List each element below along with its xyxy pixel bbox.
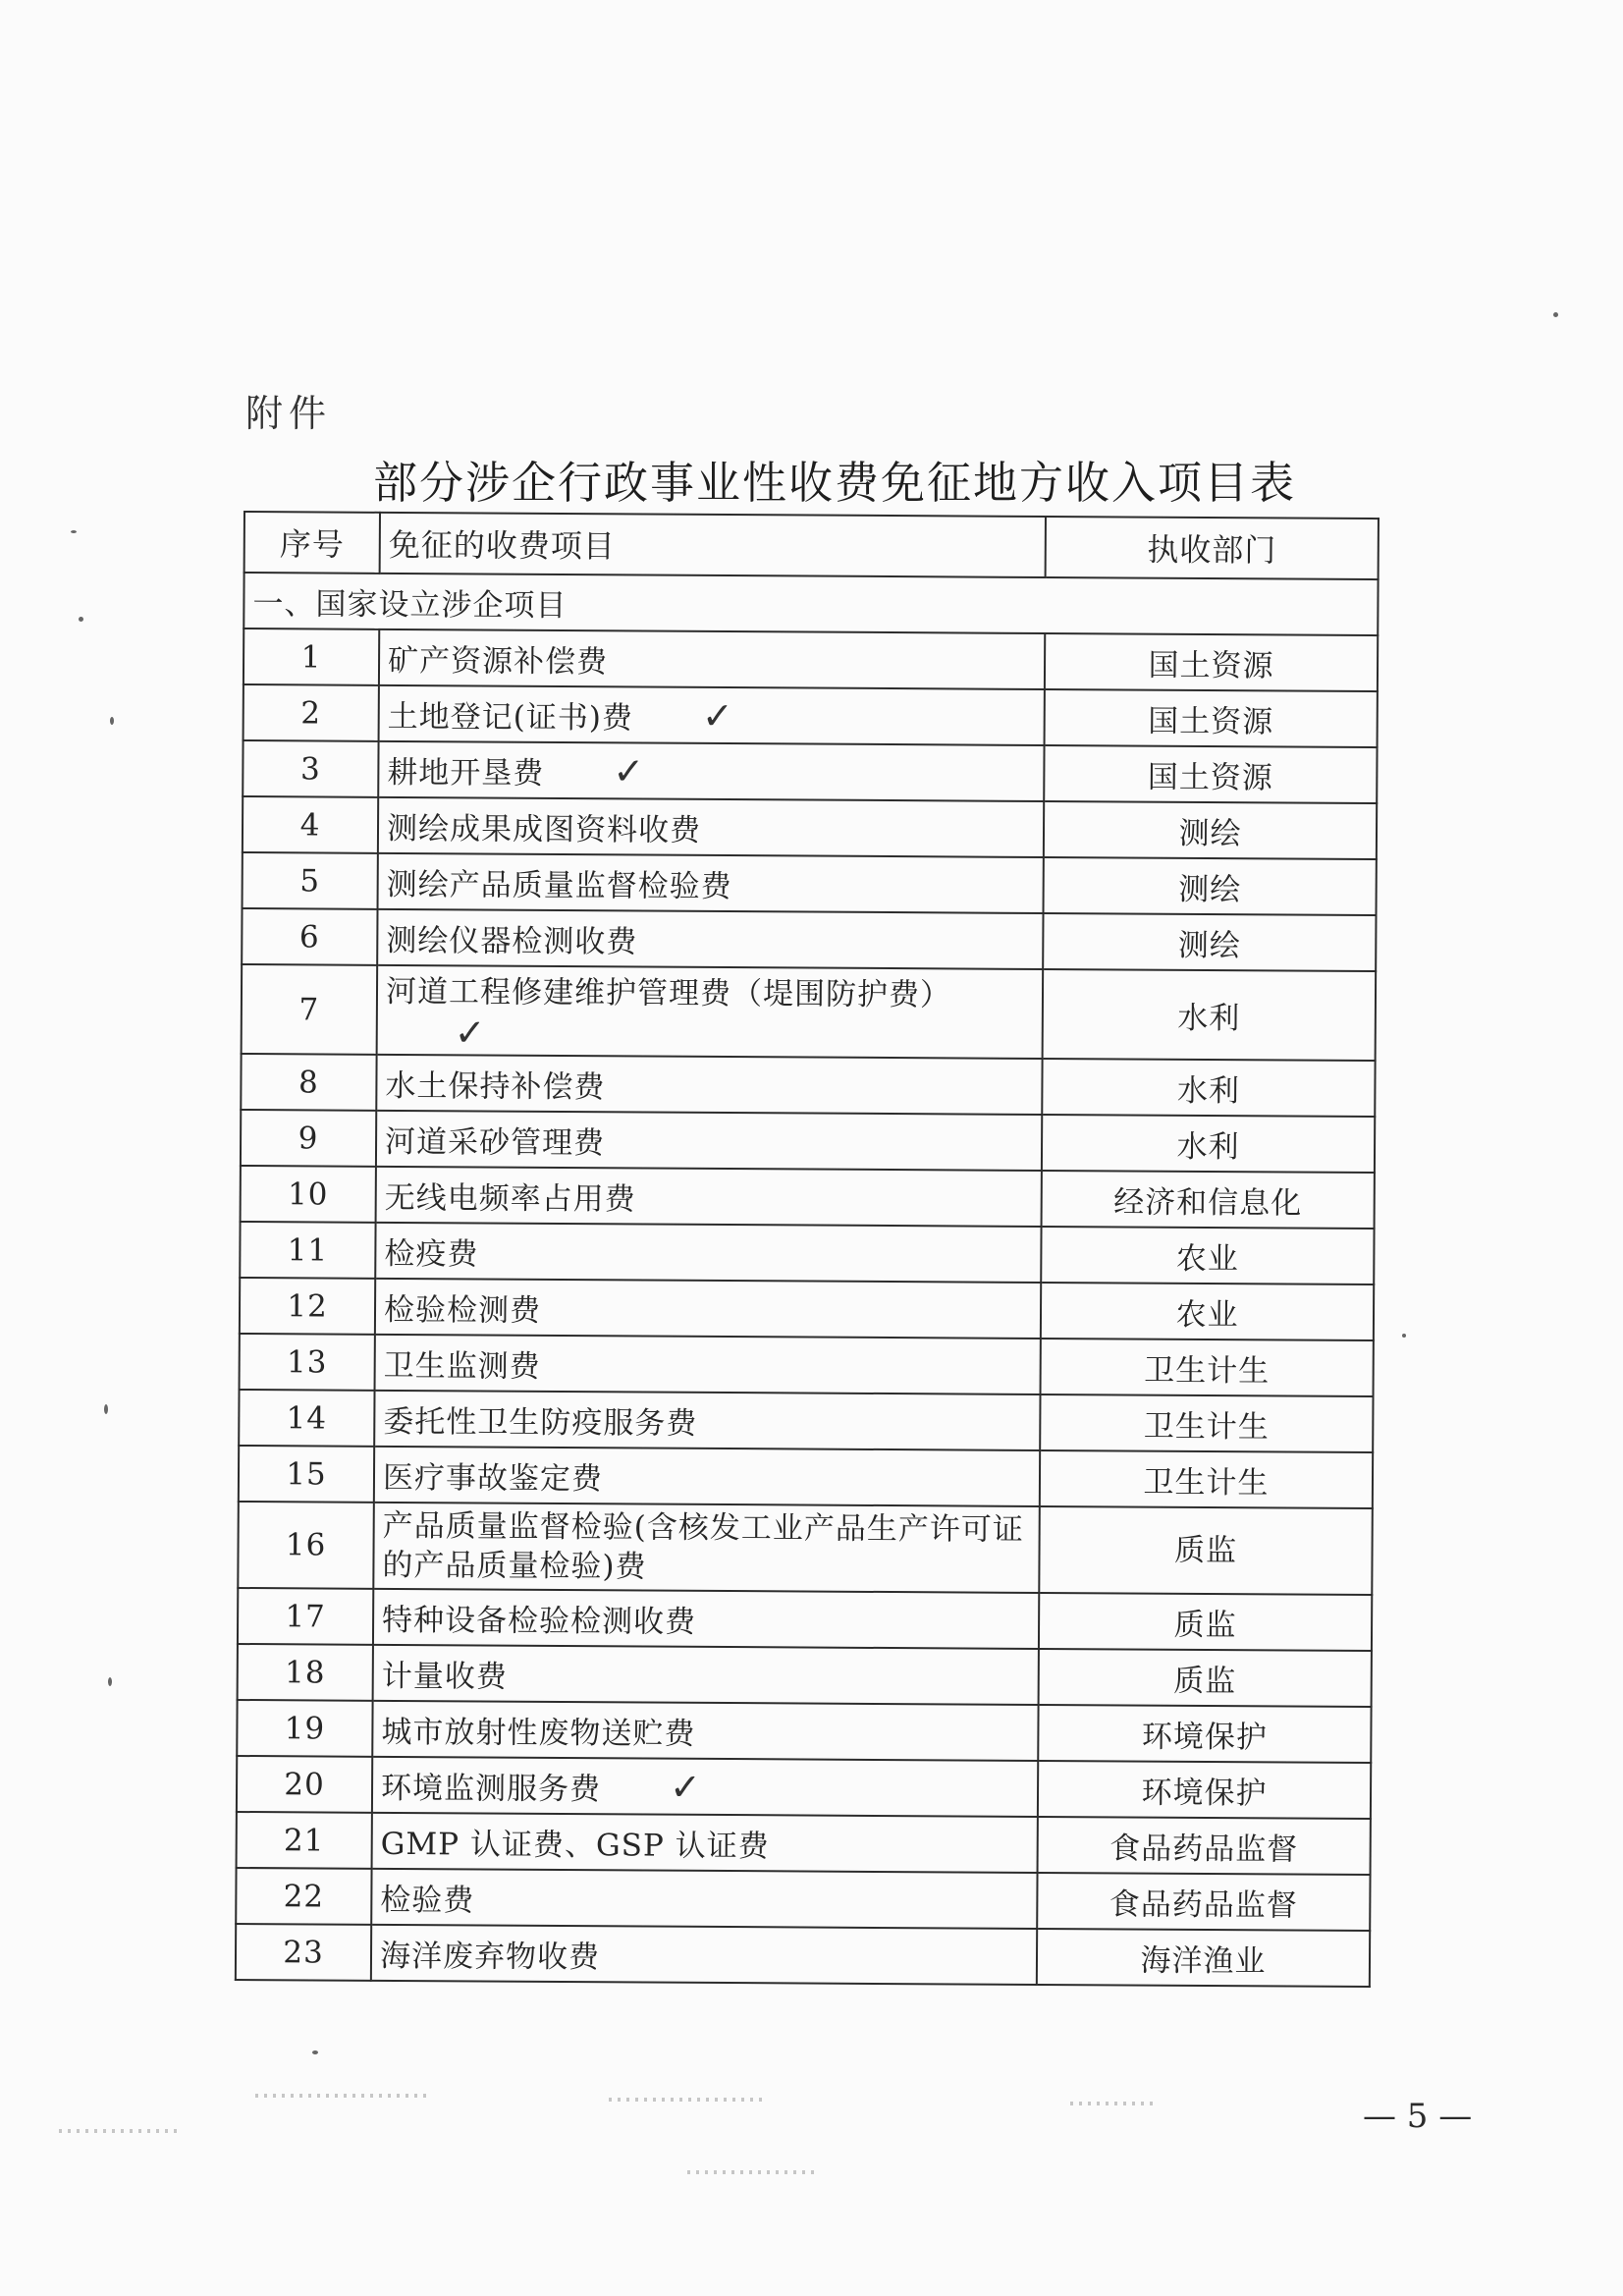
fee-item-cell [374,1447,1040,1506]
table-row [240,1222,1374,1285]
fee-item-name: 计量收费 [381,1658,508,1695]
table-row [241,1054,1375,1117]
table-row [241,1166,1375,1229]
fee-table [235,511,1380,1988]
fee-item-name: 测绘产品质量监督检验费 [386,866,732,905]
department-cell: 环境保护 [1038,1761,1371,1819]
department-cell: 水利 [1042,1115,1375,1173]
scan-smudge [1070,2102,1159,2105]
fee-item-cell [371,1869,1037,1929]
section-title: 一、国家设立涉企项目 [243,573,1378,635]
table-row [237,1812,1371,1875]
row-number: 18 [238,1644,373,1701]
department-cell: 质监 [1039,1506,1373,1595]
table-row [238,1502,1373,1595]
department-cell: 海洋渔业 [1037,1929,1370,1987]
fee-item-name: 土地登记(证书)费 [387,698,634,737]
department-cell: 卫生计生 [1041,1339,1374,1396]
fee-item-cell [376,1055,1042,1115]
fee-item-name: 测绘成果成图资料收费 [386,810,702,848]
department-cell: 国土资源 [1044,745,1377,803]
table-body [236,573,1379,1987]
fee-item-cell [378,853,1044,913]
check-mark-icon: ✓ [701,693,734,738]
header-dept: 执收部门 [1046,517,1379,579]
department-cell: 水利 [1042,1059,1375,1117]
table-row [242,908,1376,971]
table-row [236,1924,1370,1987]
fee-item-name: 产品质量监督检验(含核发工业产品生产许可证的产品质量检验)费 [382,1507,1024,1585]
fee-item-cell [379,685,1045,745]
scan-smudge [59,2129,177,2133]
fee-item-name: 城市放射性废物送贮费 [381,1714,696,1752]
row-number: 10 [241,1166,376,1223]
scan-speck [108,1677,112,1686]
row-number: 8 [241,1054,376,1111]
fee-item-cell [379,629,1045,689]
table-row [236,1868,1370,1931]
fee-item-cell [371,1925,1037,1985]
check-mark-icon: ✓ [613,749,646,793]
fee-item-name: 水土保持补偿费 [385,1067,606,1106]
document-title: 部分涉企行政事业性收费免征地方收入项目表 [373,457,1297,509]
fee-item-name: 无线电频率占用费 [384,1179,636,1218]
fee-item-cell [373,1589,1039,1649]
department-cell: 食品药品监督 [1038,1817,1371,1875]
fee-item-name: 耕地开垦费 [387,754,545,792]
fee-item-name: 医疗事故鉴定费 [382,1459,604,1498]
scan-smudge [609,2098,766,2102]
row-number: 19 [237,1700,372,1757]
fee-item-name: 特种设备检验检测收费 [381,1602,697,1640]
fee-item-cell [376,1167,1042,1227]
fee-item-cell [372,1701,1038,1761]
fee-item-name: 委托性卫生防疫服务费 [383,1403,698,1442]
row-number: 22 [236,1868,371,1925]
fee-item-name: 河道采砂管理费 [384,1123,606,1162]
scan-speck [110,717,114,725]
check-mark-icon: ✓ [454,1011,487,1055]
department-cell: 经济和信息化 [1042,1171,1375,1229]
scan-speck [312,2050,318,2054]
department-cell: 测绘 [1043,913,1376,971]
row-number: 12 [240,1278,375,1335]
fee-item-name: 环境监测服务费 [380,1770,602,1808]
row-number: 14 [239,1390,374,1447]
department-cell: 食品药品监督 [1037,1873,1370,1931]
fee-item-cell [373,1503,1040,1593]
fee-item-name: 海洋废弃物收费 [379,1938,601,1976]
scan-speck [79,617,83,622]
row-number: 17 [238,1588,373,1645]
attachment-label: 附件 [245,392,333,435]
table-row [238,1588,1372,1651]
fee-item-cell [372,1813,1038,1873]
row-number: 23 [236,1924,371,1981]
header-item: 免征的收费项目 [380,513,1046,577]
department-cell: 农业 [1041,1283,1374,1340]
table-row [238,1644,1372,1707]
department-cell: 卫生计生 [1040,1394,1373,1452]
row-number: 5 [243,852,378,909]
table-row [239,1446,1373,1508]
department-cell: 水利 [1043,969,1377,1061]
section-row [243,573,1378,635]
department-cell: 质监 [1039,1593,1372,1651]
department-cell: 质监 [1039,1649,1372,1707]
row-number: 20 [237,1756,372,1813]
fee-item-cell [375,1279,1041,1339]
fee-item-name: 测绘仪器检测收费 [386,922,638,960]
table-row [240,1278,1374,1340]
table-row [243,629,1378,691]
table-row [239,1390,1373,1452]
table-row [240,1334,1374,1396]
fee-item-name: 卫生监测费 [383,1347,541,1385]
fee-item-cell [377,909,1043,969]
row-number: 7 [242,964,378,1055]
department-cell: 国土资源 [1045,689,1378,747]
row-number: 16 [238,1502,374,1589]
row-number: 13 [240,1334,375,1391]
fee-item-name: 河道工程修建维护管理费（堤围防护费） [385,973,952,1013]
table-row [237,1700,1371,1763]
fee-item-cell [374,1391,1040,1450]
department-cell: 测绘 [1044,857,1377,915]
fee-item-cell [375,1335,1041,1394]
department-cell: 环境保护 [1038,1705,1371,1763]
table-row [237,1756,1371,1819]
scan-smudge [255,2094,432,2098]
scan-speck [1553,312,1558,317]
fee-item-cell [378,741,1044,801]
table-row [243,684,1378,747]
fee-item-cell [372,1757,1038,1817]
fee-item-cell [375,1223,1041,1283]
row-number: 6 [242,908,377,965]
scan-speck [104,1404,108,1414]
header-no: 序号 [244,512,380,574]
fee-item-cell [376,1111,1042,1171]
row-number: 1 [243,629,379,685]
fee-item-name: GMP 认证费、GSP 认证费 [380,1826,770,1865]
scan-speck [1402,1334,1406,1338]
table-row [242,964,1377,1061]
fee-item-name: 矿产资源补偿费 [387,642,609,681]
fee-item-cell [378,797,1044,857]
row-number: 4 [243,796,378,853]
fee-item-cell [373,1645,1039,1705]
scan-speck [71,530,77,533]
table-header-row [244,512,1379,579]
row-number: 9 [241,1110,376,1167]
check-mark-icon: ✓ [669,1765,703,1809]
fee-item-name: 检疫费 [384,1235,479,1273]
table-row [243,740,1377,803]
row-number: 2 [243,684,379,741]
fee-item-name: 检验检测费 [383,1291,542,1329]
department-cell: 测绘 [1044,801,1377,859]
table-row [243,852,1377,915]
row-number: 15 [239,1446,374,1503]
department-cell: 农业 [1041,1227,1374,1285]
fee-item-name: 检验费 [380,1882,475,1919]
row-number: 3 [243,740,378,797]
page-number: — 5 — [1363,2097,1473,2136]
scan-smudge [687,2170,815,2174]
department-cell: 卫生计生 [1040,1450,1373,1508]
table-row [241,1110,1375,1173]
row-number: 11 [240,1222,375,1279]
row-number: 21 [237,1812,372,1869]
table-row [243,796,1377,859]
fee-item-cell [377,965,1044,1059]
department-cell: 国土资源 [1045,633,1378,691]
